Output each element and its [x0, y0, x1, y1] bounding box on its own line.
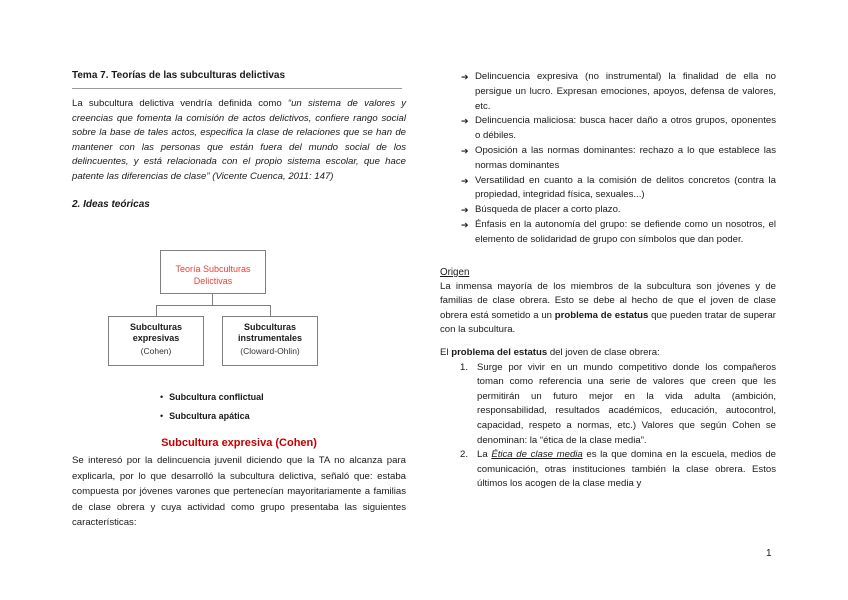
title-divider	[72, 88, 402, 89]
theory-diagram	[108, 250, 318, 368]
problem-intro	[440, 346, 776, 361]
box-expresivas-line1: Subculturas	[129, 322, 182, 332]
diagram-connector-left	[156, 305, 157, 316]
arrow-icon: ➔	[461, 72, 469, 82]
origin-bold: problema de estatus	[554, 309, 649, 321]
list-item-text: Versatilidad en cuanto a la comisión de delitos concretos (contra la propiedad, integridad física, sexuales...)	[475, 174, 776, 201]
status-problem-list	[440, 361, 776, 492]
box-instrumentales-author: (Cloward-Ohlin)	[240, 346, 300, 356]
box-instrumentales-line2: instrumentales	[237, 333, 303, 343]
diagram-root-line2: Delictivas	[193, 276, 233, 286]
list-item	[440, 70, 776, 114]
box-instrumentales-line1: Subculturas	[243, 322, 296, 332]
box-expresivas-line2: expresivas	[132, 333, 180, 343]
diagram-root-box	[160, 250, 266, 294]
arrow-icon: ➔	[461, 219, 469, 230]
box-expresivas-author: (Cohen)	[140, 346, 172, 356]
diagram-connector-vertical	[212, 294, 213, 305]
arrow-icon: ➔	[461, 116, 469, 127]
origin-text: La inmensa mayoría de los miembros de la subcultura son jóvenes y de familias de clase obrera. Esto se debe al hecho de que el joven de clase obrera está sometido a un	[440, 280, 776, 321]
numbered-item	[440, 448, 776, 492]
diagram-connector-right	[270, 305, 271, 316]
problem-intro-lead: El	[440, 346, 452, 358]
bullet-item: • Subcultura conflictual	[160, 388, 264, 407]
list-item-text: Delincuencia maliciosa: busca hacer daño a otros grupos, oponentes o débiles.	[475, 115, 776, 142]
diagram-box-expresivas	[108, 316, 204, 366]
list-item	[440, 203, 776, 218]
list-item-text: Énfasis en la autonomía del grupo: se defiende como un nosotros, el elemento de solidaridad de grupo con símbolos que dan poder.	[475, 218, 776, 245]
intro-quote: “un sistema de valores y creencias que fomenta la comisión de actos delictivos, confiere rango social sobre la base de tales actos, especifica la clase de relaciones que se han de mantener con las personas que están fuera del mundo social de los delincuentes, y está relacionada con el propio sistema escolar, que hace patente las diferencias de clase” (Vicente Cuenca, 2011: 147)	[72, 98, 406, 182]
intro-lead: La subcultura delictiva vendría definida como	[72, 98, 288, 109]
origin-paragraph	[440, 280, 776, 338]
problem-bold: problema del estatus	[451, 346, 548, 358]
item-text: es la que domina en la escuela, medios de comunicación, otras instituciones también la clase obrera. Estos últimos los acogen de la clase media y	[477, 449, 776, 490]
arrow-icon: ➔	[461, 205, 469, 216]
cohen-paragraph: Se interesó por la delincuencia juvenil diciendo que la TA no alcanza para explicarla, por lo que desarrolló la subcultura delictiva, señaló que: estaba compuesta por jóvenes varones que pertenecían mayoritariamente a familias de clase obrera y cuya actividad como grupo presentaba las siguientes características:	[72, 455, 406, 528]
item-text: Surge por vivir en un mundo competitivo donde los compañeros toman como referencia una serie de valores que creen que les permitirán un futuro mejor en la vida adulta (ambición, responsabilidad, resultados académicos, educación, autocontrol, capacidad, respeto a normas, etc.) Valores que según Cohen se denominan: la “ética de la clase media”.	[477, 361, 776, 446]
item-number: 1.	[460, 361, 469, 373]
section-heading-ideas: 2. Ideas teóricas	[72, 198, 150, 210]
origin-text-end: que pueden tratar de superar con la subcultura.	[440, 309, 776, 336]
list-item-text: Delincuencia expresiva (no instrumental) la finalidad de ella no persigue un lucro. Expresan emociones, apoyos, defensa de valores, etc.	[475, 71, 776, 112]
item-text-lead: La	[477, 449, 492, 461]
list-item	[440, 218, 776, 248]
list-item	[440, 174, 776, 204]
item-number: 2.	[460, 449, 469, 461]
subculture-bullet-list	[160, 388, 264, 426]
page-number: 1	[766, 548, 772, 559]
origin-heading: Origen	[440, 266, 470, 278]
arrow-icon: ➔	[461, 175, 469, 186]
list-item-text: Búsqueda de placer a corto plazo.	[475, 204, 621, 216]
item-italic-term: Ética de clase media	[491, 449, 583, 461]
list-item	[440, 144, 776, 174]
intro-paragraph	[72, 97, 406, 185]
bullet-item: • Subcultura apática	[160, 407, 264, 426]
section-heading-expresiva: Subcultura expresiva (Cohen)	[161, 437, 317, 449]
right-column	[440, 70, 776, 492]
numbered-item	[440, 361, 776, 449]
arrow-icon: ➔	[461, 145, 469, 156]
diagram-box-instrumentales	[222, 316, 318, 366]
list-item	[440, 114, 776, 144]
left-column	[72, 70, 406, 211]
diagram-root-line1: Teoría Subculturas	[175, 264, 251, 274]
diagram-connector-horizontal	[156, 305, 270, 306]
problem-intro-end: del joven de clase obrera:	[547, 346, 660, 358]
list-item-text: Oposición a las normas dominantes: rechazo a lo que establece las normas dominantes	[475, 144, 776, 171]
document-title: Tema 7. Teorías de las subculturas delictivas	[72, 70, 286, 81]
characteristics-list	[440, 70, 776, 248]
